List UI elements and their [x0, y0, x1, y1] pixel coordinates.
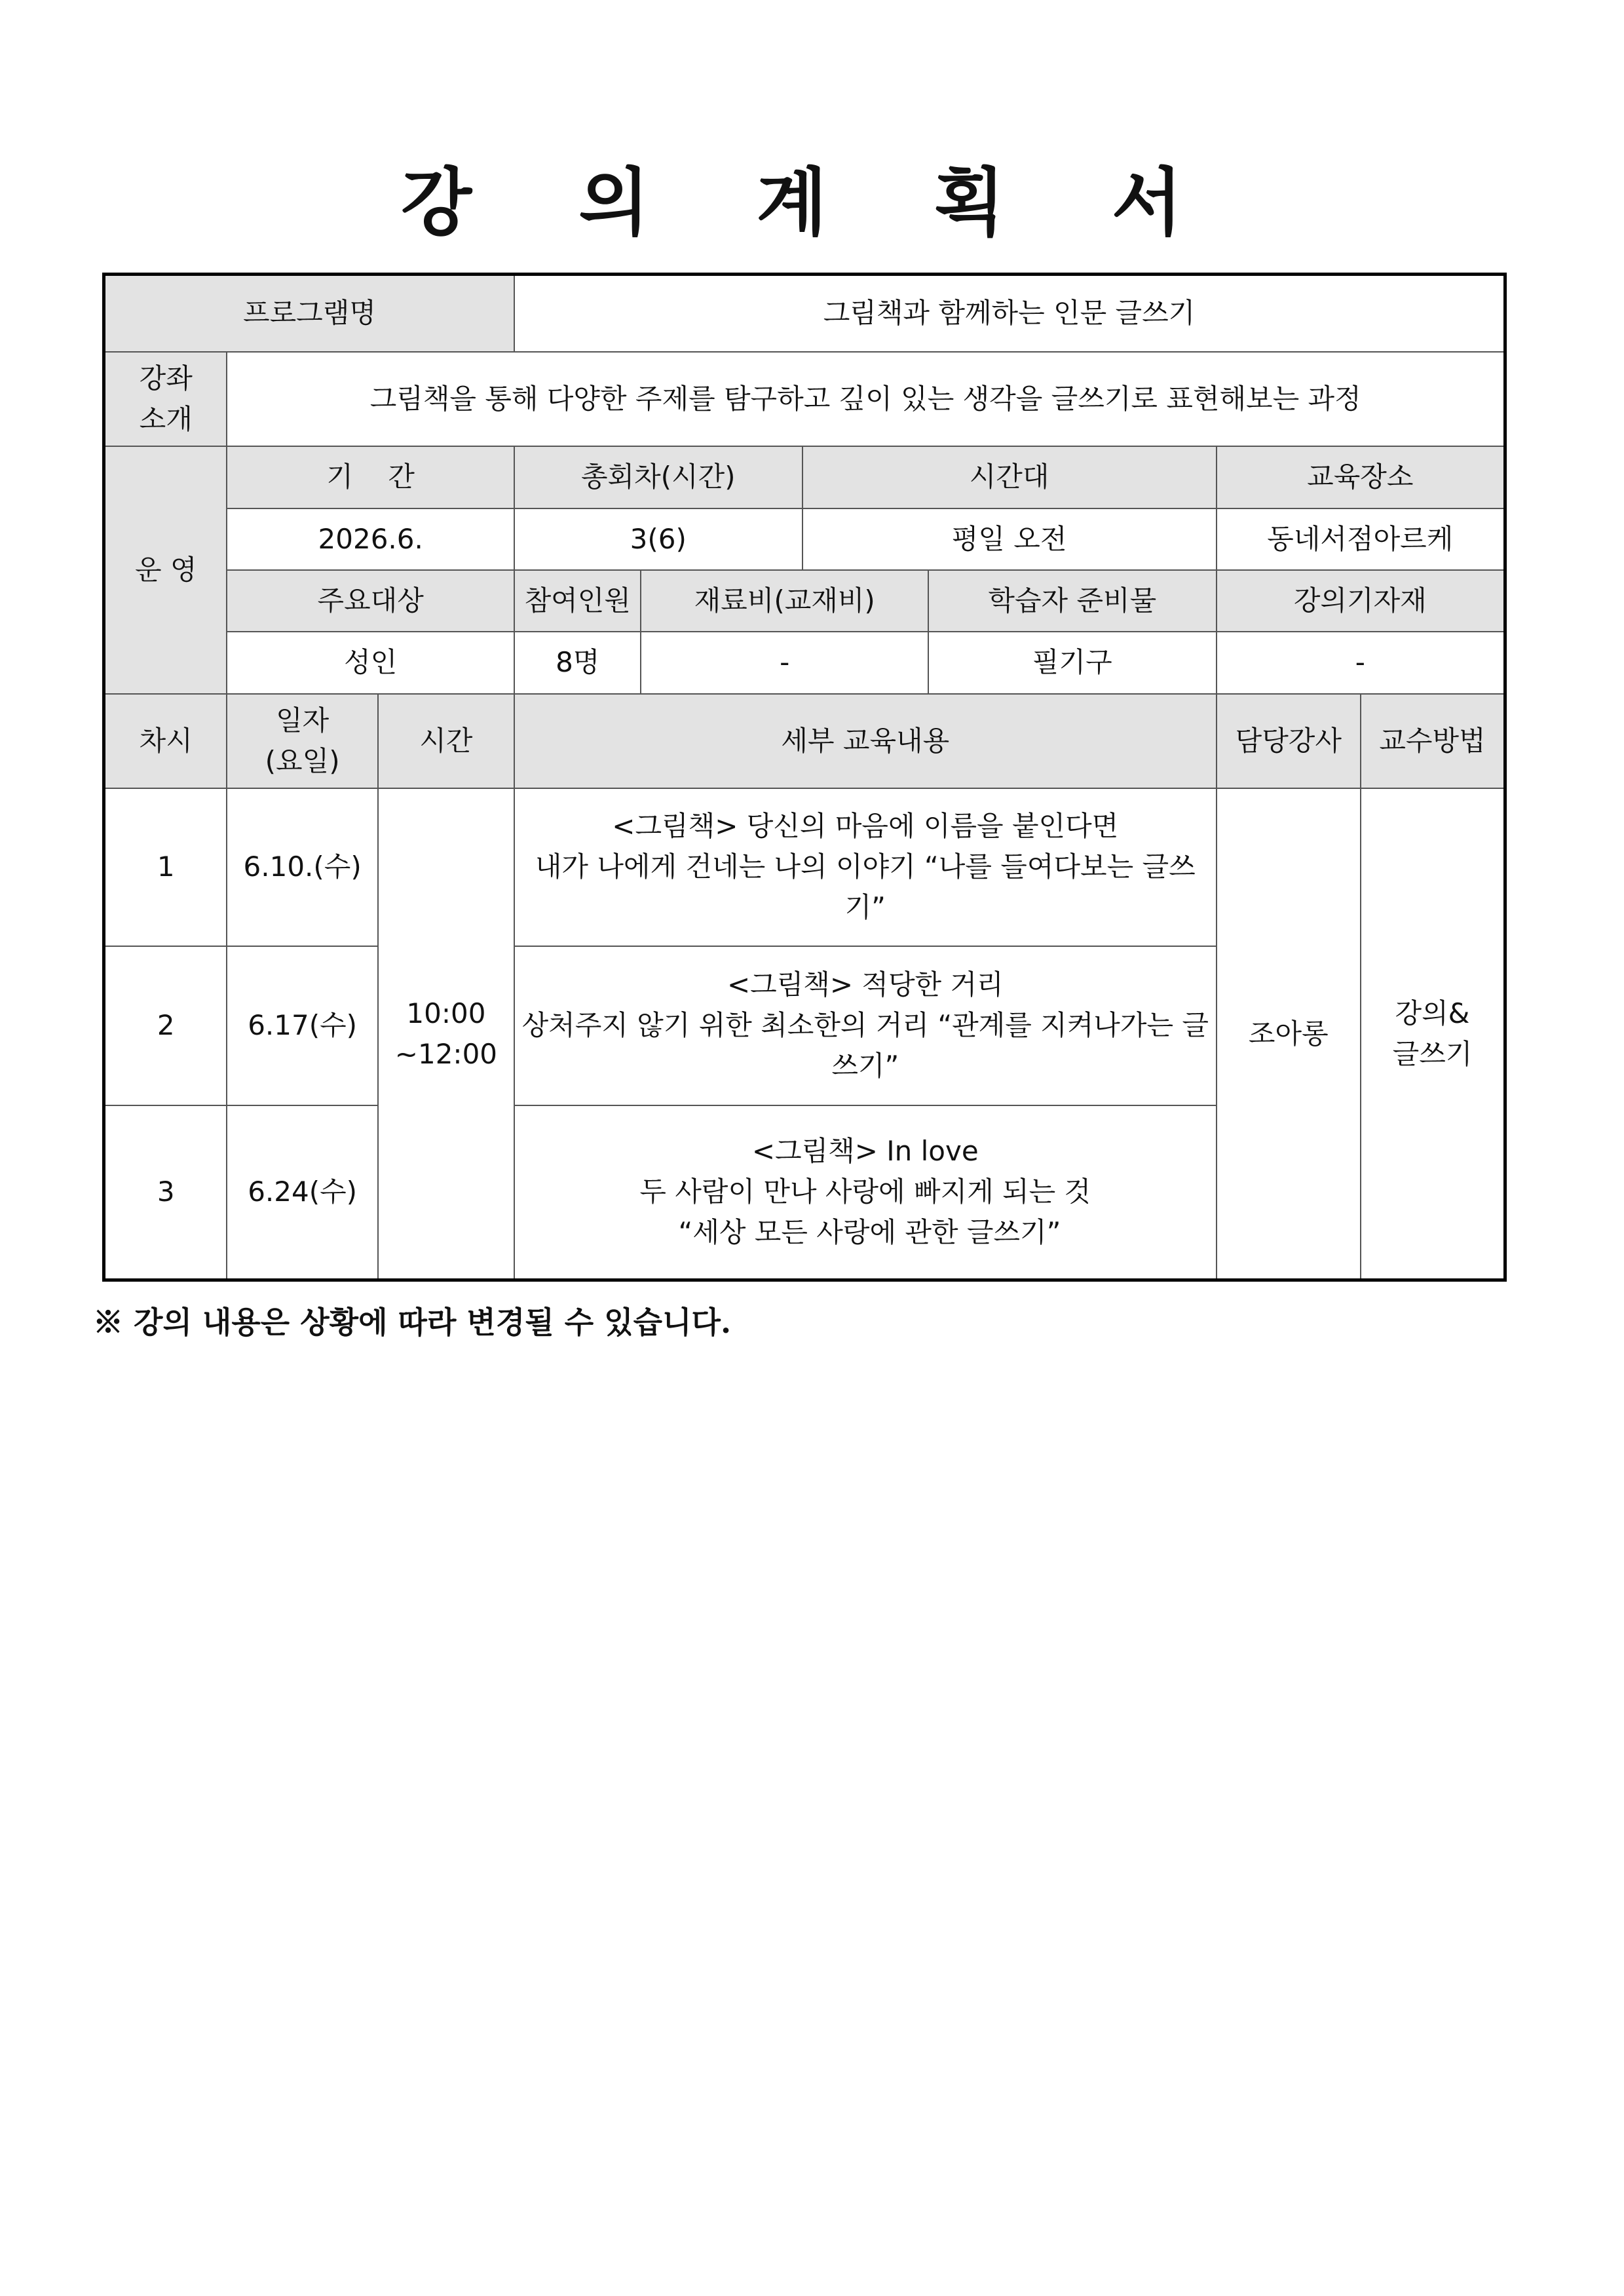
- target-header: 주요대상: [227, 570, 514, 632]
- time-header: 시간: [378, 694, 514, 788]
- session-number: 3: [104, 1105, 227, 1280]
- participants-value: 8명: [514, 632, 641, 693]
- program-row: [104, 275, 1505, 352]
- document-title: 강 의 계 획 서: [401, 161, 1223, 246]
- operation-value-row-1: [104, 508, 1505, 570]
- session-content: <그림책> 당신의 마음에 이름을 붙인다면 내가 나에게 건네는 나의 이야기 “나를 들여다보는 글쓰기”: [514, 788, 1217, 946]
- program-label: 프로그램명: [104, 275, 514, 352]
- time-slot-header: 시간대: [803, 446, 1217, 508]
- location-header: 교육장소: [1217, 446, 1505, 508]
- operation-header-row-1: [104, 446, 1505, 508]
- schedule-header-row: [104, 694, 1505, 788]
- learner-supplies-value: 필기구: [928, 632, 1217, 693]
- session-time: 10:00 ~12:00: [378, 788, 514, 1280]
- learner-supplies-header: 학습자 준비물: [928, 570, 1217, 632]
- location-value: 동네서점아르케: [1217, 508, 1505, 570]
- session-content: <그림책> In love 두 사람이 만나 사랑에 빠지게 되는 것 “세상 모든 사랑에 관한 글쓰기”: [514, 1105, 1217, 1280]
- total-sessions-header: 총회차(시간): [514, 446, 803, 508]
- intro-row: [104, 352, 1505, 446]
- lecture-plan-table: [102, 273, 1507, 1282]
- material-fee-value: -: [641, 632, 928, 693]
- time-slot-value: 평일 오전: [803, 508, 1217, 570]
- program-name: 그림책과 함께하는 인문 글쓰기: [514, 275, 1505, 352]
- teaching-method: 강의& 글쓰기: [1361, 788, 1505, 1280]
- equipment-header: 강의기자재: [1217, 570, 1505, 632]
- equipment-value: -: [1217, 632, 1505, 693]
- instructor-name: 조아롱: [1217, 788, 1361, 1280]
- session-content: <그림책> 적당한 거리 상처주지 않기 위한 최소한의 거리 “관계를 지켜나가는 글쓰기”: [514, 946, 1217, 1105]
- operation-label: 운 영: [104, 446, 227, 693]
- operation-value-row-2: [104, 632, 1505, 693]
- intro-description: 그림책을 통해 다양한 주제를 탐구하고 깊이 있는 생각을 글쓰기로 표현해보는 과정: [227, 352, 1505, 446]
- period-value: 2026.6.: [227, 508, 514, 570]
- target-value: 성인: [227, 632, 514, 693]
- operation-header-row-2: [104, 570, 1505, 632]
- session-number: 2: [104, 946, 227, 1105]
- session-row-1: [104, 788, 1505, 946]
- session-date: 6.24(수): [227, 1105, 377, 1280]
- total-sessions-value: 3(6): [514, 508, 803, 570]
- session-header: 차시: [104, 694, 227, 788]
- session-date: 6.10.(수): [227, 788, 377, 946]
- method-header: 교수방법: [1361, 694, 1505, 788]
- material-fee-header: 재료비(교재비): [641, 570, 928, 632]
- participants-header: 참여인원: [514, 570, 641, 632]
- content-header: 세부 교육내용: [514, 694, 1217, 788]
- period-header: 기 간: [227, 446, 514, 508]
- change-notice: ※ 강의 내용은 상황에 따라 변경될 수 있습니다.: [93, 1305, 731, 1340]
- session-number: 1: [104, 788, 227, 946]
- session-date: 6.17(수): [227, 946, 377, 1105]
- date-header: 일자 (요일): [227, 694, 377, 788]
- intro-label: 강좌 소개: [104, 352, 227, 446]
- instructor-header: 담당강사: [1217, 694, 1361, 788]
